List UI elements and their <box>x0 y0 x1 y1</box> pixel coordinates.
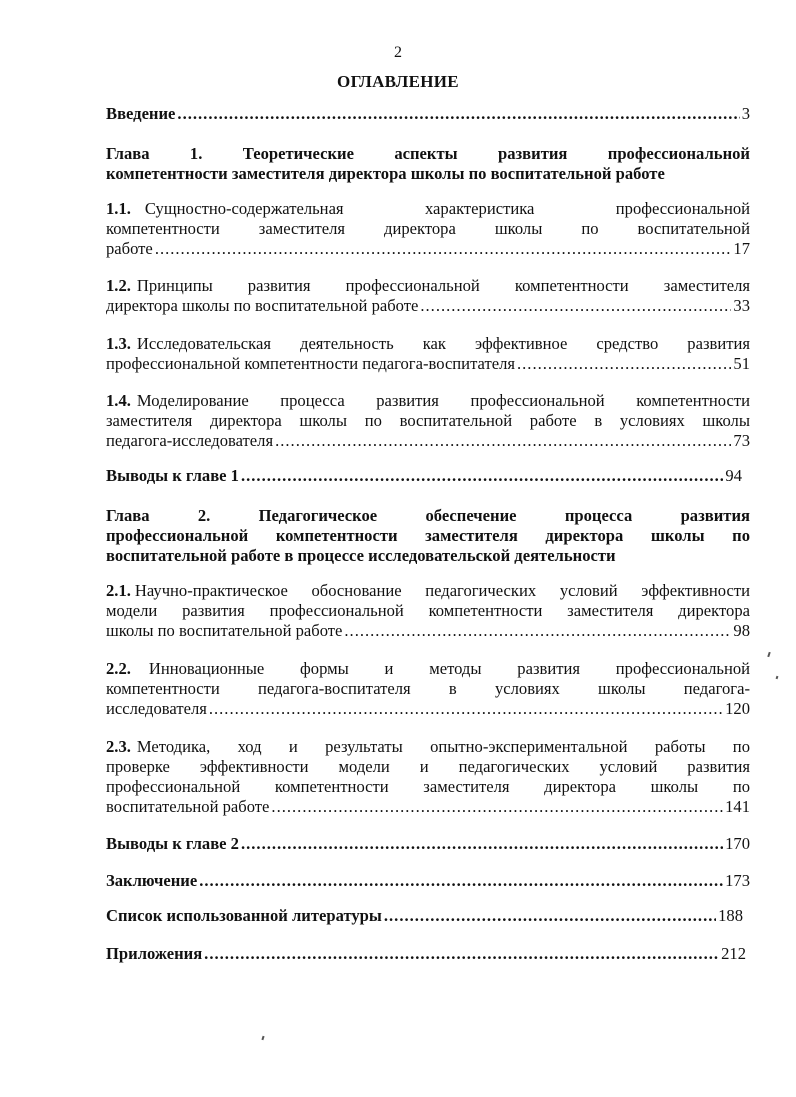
toc-entry-references <box>106 906 743 926</box>
section-number: 2.3. <box>106 737 131 756</box>
entry-page: 188 <box>718 906 743 925</box>
toc-entry-conclusions-1 <box>106 466 742 486</box>
toc-section-1-1 <box>106 199 750 259</box>
scan-speck <box>767 652 770 657</box>
section-number: 1.4. <box>106 391 131 410</box>
toc-section-2-1 <box>106 581 750 641</box>
entry-page: 98 <box>733 621 750 640</box>
chapter-line: Глава 1. Теоретические аспекты развития профессиональной <box>106 144 750 163</box>
section-line: воспитательной работе <box>106 797 270 816</box>
section-line: директора школы по воспитательной работе <box>106 296 419 315</box>
entry-text: Список использованной литературы <box>106 906 382 925</box>
toc-entry-appendices <box>106 944 746 964</box>
section-number: 1.2. <box>106 276 131 295</box>
page-number: 2 <box>394 44 402 61</box>
section-number: 2.1. <box>106 581 131 600</box>
chapter-line: компетентности заместителя директора школы по воспитательной работе <box>106 164 665 183</box>
toc-entry-conclusion <box>106 871 750 891</box>
entry-text: Приложения <box>106 944 203 963</box>
entry-page: 120 <box>725 699 750 718</box>
section-line: компетентности педагога-воспитателя в условиях школы педагога- <box>106 679 750 698</box>
section-line: модели развития профессиональной компетентности заместителя директора <box>106 601 750 620</box>
toc-title: ОГЛАВЛЕНИЕ <box>337 72 459 91</box>
entry-page: 212 <box>721 944 746 963</box>
section-line: Научно-практическое обоснование педагогических условий эффективности <box>134 581 750 600</box>
entry-page: 170 <box>725 834 750 853</box>
toc-chapter-1 <box>106 144 750 184</box>
section-line: Сущностно-содержательная характеристика профессиональной <box>144 199 750 218</box>
section-line: Моделирование процесса развития профессиональной компетентности <box>136 391 750 410</box>
section-line: Методика, ход и результаты опытно-экспериментальной работы по <box>136 737 750 756</box>
chapter-line: воспитательной работе в процессе исследовательской деятельности <box>106 546 616 565</box>
entry-text: Заключение <box>106 871 198 890</box>
toc-section-1-3 <box>106 334 750 374</box>
entry-page: 3 <box>741 104 750 123</box>
toc-section-1-2 <box>106 276 750 316</box>
entry-text: Выводы к главе 1 <box>106 466 239 485</box>
toc-chapter-2 <box>106 506 750 566</box>
toc-section-2-2 <box>106 659 750 719</box>
toc-entry-intro <box>106 104 750 124</box>
entry-page: 141 <box>725 797 750 816</box>
entry-page: 173 <box>725 871 750 890</box>
scan-speck <box>261 1036 264 1040</box>
toc-section-2-3 <box>106 737 750 817</box>
section-line: исследователя <box>106 699 207 718</box>
entry-page: 73 <box>733 431 750 450</box>
entry-page: 94 <box>725 466 742 485</box>
section-line: Исследовательская деятельность как эффективное средство развития <box>136 334 750 353</box>
section-line: Инновационные формы и методы развития профессиональной <box>148 659 750 678</box>
section-number: 1.3. <box>106 334 131 353</box>
section-line: Принципы развития профессиональной компетентности заместителя <box>136 276 750 295</box>
section-line: компетентности заместителя директора школы по воспитательной <box>106 219 750 238</box>
section-line: проверке эффективности модели и педагогических условий развития <box>106 757 750 776</box>
chapter-line: профессиональной компетентности заместителя директора школы по <box>106 526 750 545</box>
entry-page: 51 <box>733 354 750 373</box>
chapter-line: Глава 2. Педагогическое обеспечение процесса развития <box>106 506 750 525</box>
entry-page: 17 <box>733 239 750 258</box>
entry-text: Выводы к главе 2 <box>106 834 239 853</box>
entry-page: 33 <box>733 296 750 315</box>
section-number: 2.2. <box>106 659 131 678</box>
section-line: школы по воспитательной работе <box>106 621 343 640</box>
section-line: профессиональной компетентности заместителя директора школы по <box>106 777 750 796</box>
section-number: 1.1. <box>106 199 131 218</box>
toc-section-1-4 <box>106 391 750 451</box>
entry-text: Введение <box>106 104 176 123</box>
section-line: профессиональной компетентности педагога-воспитателя <box>106 354 515 373</box>
section-line: заместителя директора школы по воспитательной работе в условиях школы <box>106 411 750 430</box>
section-line: работе <box>106 239 153 258</box>
section-line: педагога-исследователя <box>106 431 274 450</box>
scan-speck <box>776 676 779 679</box>
toc-entry-conclusions-2 <box>106 834 750 854</box>
